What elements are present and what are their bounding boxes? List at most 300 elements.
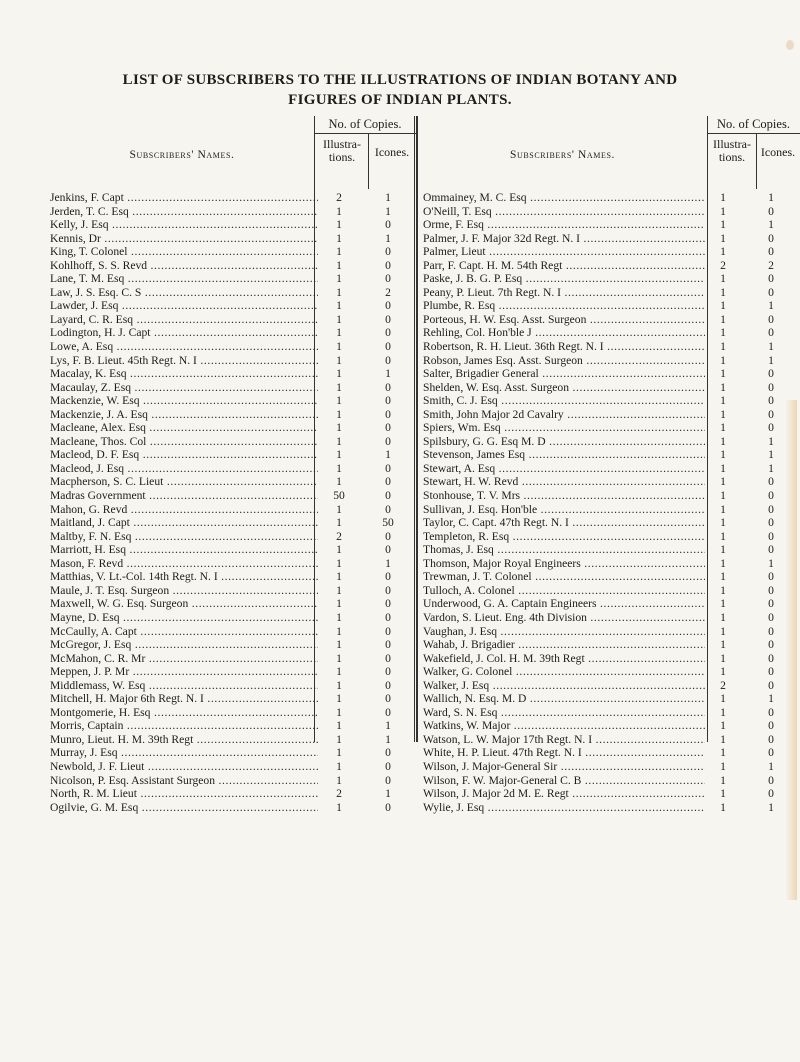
subscriber-name: Robertson, R. H. Lieut. 36th Regt. N. I ..... xyxy=(423,340,705,354)
illustrations-count: 1 xyxy=(720,272,726,286)
subscriber-row xyxy=(423,489,800,503)
subscriber-row xyxy=(50,367,416,381)
subscriber-name: Murray, J. Esq ..... xyxy=(50,746,318,760)
icones-count: 1 xyxy=(768,692,774,706)
illustrations-count: 1 xyxy=(720,312,726,326)
subscriber-name: Spiers, Wm. Esq ..... xyxy=(423,421,705,435)
subscriber-row xyxy=(50,530,416,544)
icones-count: 0 xyxy=(385,489,391,503)
icones-count: 0 xyxy=(768,380,774,394)
subscriber-row xyxy=(50,503,416,517)
subscriber-row xyxy=(423,543,800,557)
icones-count: 0 xyxy=(768,570,774,584)
subscriber-row xyxy=(50,259,416,273)
icones-count: 0 xyxy=(768,624,774,638)
icones-count: 1 xyxy=(385,231,391,245)
subscriber-row xyxy=(423,259,800,273)
subscriber-row xyxy=(50,543,416,557)
subscriber-name: Stewart, A. Esq ..... xyxy=(423,462,705,476)
illustrations-count: 1 xyxy=(336,800,342,814)
subscriber-row xyxy=(423,611,800,625)
subscriber-name: Watkins, W. Major ..... xyxy=(423,719,705,733)
subscriber-name: Thomson, Major Royal Engineers ..... xyxy=(423,557,705,571)
subscriber-name: Jerden, T. C. Esq ..... xyxy=(50,205,318,219)
subscriber-row xyxy=(423,313,800,327)
subcolumn-rule xyxy=(368,133,369,189)
illustrations-count: 1 xyxy=(336,556,342,570)
copies-header: No. of Copies. xyxy=(328,117,402,131)
icones-count: 0 xyxy=(385,773,391,787)
illustrations-count: 1 xyxy=(720,421,726,435)
subscriber-row xyxy=(423,394,800,408)
illustrations-count: 1 xyxy=(720,556,726,570)
icones-count: 0 xyxy=(385,705,391,719)
subscriber-row xyxy=(50,597,416,611)
icones-count: 0 xyxy=(385,421,391,435)
icones-count: 0 xyxy=(385,326,391,340)
subscriber-name: Underwood, G. A. Captain Engineers ..... xyxy=(423,597,705,611)
illustrations-count: 1 xyxy=(720,570,726,584)
subscriber-name: Sullivan, J. Esq. Hon'ble ..... xyxy=(423,503,705,517)
icones-count: 0 xyxy=(385,610,391,624)
subscriber-row xyxy=(423,638,800,652)
illustrations-header-line1: Illustra- xyxy=(323,137,361,151)
subscriber-row xyxy=(423,232,800,246)
subscriber-row xyxy=(50,245,416,259)
subscriber-row xyxy=(50,679,416,693)
subscriber-name: Macleane, Alex. Esq ..... xyxy=(50,421,318,435)
subscriber-name: Wilson, J. Major-General Sir ..... xyxy=(423,760,705,774)
illustrations-count: 1 xyxy=(720,773,726,787)
illustrations-header-line1: Illustra- xyxy=(713,137,751,151)
illustrations-count: 1 xyxy=(336,678,342,692)
illustrations-count: 1 xyxy=(720,204,726,218)
icones-count: 0 xyxy=(385,245,391,259)
illustrations-count: 1 xyxy=(720,407,726,421)
subscriber-row xyxy=(423,286,800,300)
icones-count: 0 xyxy=(768,746,774,760)
illustrations-count: 1 xyxy=(720,638,726,652)
subscriber-row xyxy=(50,665,416,679)
icones-count: 1 xyxy=(768,448,774,462)
illustrations-count: 1 xyxy=(720,434,726,448)
subscriber-row xyxy=(423,760,800,774)
icones-count: 2 xyxy=(385,285,391,299)
icones-count: 1 xyxy=(768,299,774,313)
subscriber-row xyxy=(423,272,800,286)
icones-count: 0 xyxy=(385,258,391,272)
subscriber-row xyxy=(423,733,800,747)
subscriber-row xyxy=(423,584,800,598)
icones-count: 0 xyxy=(385,394,391,408)
illustrations-count: 50 xyxy=(333,489,345,503)
subscriber-name: McCaully, A. Capt ..... xyxy=(50,625,318,639)
subscriber-name: Wahab, J. Brigadier ..... xyxy=(423,638,705,652)
icones-count: 0 xyxy=(768,489,774,503)
illustrations-count: 1 xyxy=(336,434,342,448)
illustrations-count: 1 xyxy=(720,800,726,814)
subscriber-name: Trewman, J. T. Colonel ..... xyxy=(423,570,705,584)
subscriber-name: Macleane, Thos. Col ..... xyxy=(50,435,318,449)
illustrations-count: 2 xyxy=(336,529,342,543)
subscriber-name: Maltby, F. N. Esq ..... xyxy=(50,530,318,544)
subscriber-name: Wilson, F. W. Major-General C. B ..... xyxy=(423,774,705,788)
icones-count: 0 xyxy=(385,543,391,557)
subscriber-name: Wakefield, J. Col. H. M. 39th Regt ..... xyxy=(423,652,705,666)
illustrations-count: 1 xyxy=(720,218,726,232)
subscriber-name: Smith, John Major 2d Cavalry ..... xyxy=(423,408,705,422)
illustrations-count: 1 xyxy=(720,380,726,394)
subscriber-row xyxy=(50,394,416,408)
icones-count: 0 xyxy=(385,624,391,638)
illustrations-count: 1 xyxy=(720,489,726,503)
subscriber-row xyxy=(423,245,800,259)
icones-count: 0 xyxy=(768,529,774,543)
icones-count: 0 xyxy=(768,583,774,597)
subscriber-name: Marriott, H. Esq ..... xyxy=(50,543,318,557)
subscriber-row xyxy=(50,638,416,652)
names-header: Subscribers' Names. xyxy=(129,149,235,161)
subscriber-name: Ogilvie, G. M. Esq ..... xyxy=(50,801,318,815)
subscriber-name: White, H. P. Lieut. 47th Regt. N. I ..... xyxy=(423,746,705,760)
illustrations-count: 1 xyxy=(336,258,342,272)
illustrations-header-line2: tions. xyxy=(328,150,356,164)
illustrations-count: 1 xyxy=(720,732,726,746)
subscriber-row xyxy=(50,652,416,666)
illustrations-count: 1 xyxy=(720,759,726,773)
icones-count: 0 xyxy=(768,367,774,381)
header-rule xyxy=(707,133,800,134)
icones-count: 50 xyxy=(382,516,394,530)
illustrations-count: 1 xyxy=(720,787,726,801)
subscriber-name: King, T. Colonel ..... xyxy=(50,245,318,259)
icones-count: 0 xyxy=(385,434,391,448)
subscriber-name: Tulloch, A. Colonel ..... xyxy=(423,584,705,598)
icones-count: 0 xyxy=(768,272,774,286)
subscriber-name: Morris, Captain ..... xyxy=(50,719,318,733)
icones-count: 0 xyxy=(385,529,391,543)
subscriber-name: Thomas, J. Esq ..... xyxy=(423,543,705,557)
icones-count: 0 xyxy=(385,651,391,665)
subscriber-name: Mayne, D. Esq ..... xyxy=(50,611,318,625)
column-rule xyxy=(417,116,418,742)
illustrations-count: 2 xyxy=(720,258,726,272)
subscriber-name: Smith, C. J. Esq ..... xyxy=(423,394,705,408)
icones-count: 0 xyxy=(385,665,391,679)
subscriber-row xyxy=(50,435,416,449)
icones-count: 1 xyxy=(385,719,391,733)
icones-count: 0 xyxy=(385,272,391,286)
illustrations-count: 2 xyxy=(720,678,726,692)
subscriber-name: McMahon, C. R. Mr ..... xyxy=(50,652,318,666)
subscriber-name: Plumbe, R. Esq ..... xyxy=(423,299,705,313)
subscriber-name: Madras Government ..... xyxy=(50,489,318,503)
icones-count: 1 xyxy=(768,191,774,204)
subscriber-row xyxy=(50,299,416,313)
subscriber-row xyxy=(50,408,416,422)
icones-count: 0 xyxy=(768,665,774,679)
icones-count: 0 xyxy=(768,705,774,719)
subscriber-row xyxy=(50,719,416,733)
subscriber-name: Law, J. S. Esq. C. S ..... xyxy=(50,286,318,300)
icones-count: 0 xyxy=(385,312,391,326)
illustrations-count: 1 xyxy=(336,638,342,652)
subscriber-row xyxy=(423,706,800,720)
icones-count: 2 xyxy=(768,258,774,272)
illustrations-count: 1 xyxy=(720,326,726,340)
illustrations-count: 1 xyxy=(720,461,726,475)
illustrations-count: 1 xyxy=(336,475,342,489)
illustrations-count: 1 xyxy=(720,597,726,611)
illustrations-count: 1 xyxy=(336,610,342,624)
subscriber-name: Macaulay, Z. Esq ..... xyxy=(50,381,318,395)
icones-count: 0 xyxy=(385,692,391,706)
icones-count: 0 xyxy=(768,719,774,733)
subscriber-name: Stevenson, James Esq ..... xyxy=(423,448,705,462)
illustrations-count: 1 xyxy=(336,218,342,232)
icones-count: 1 xyxy=(385,556,391,570)
subscriber-row xyxy=(423,719,800,733)
subscriber-row xyxy=(423,787,800,801)
illustrations-count: 1 xyxy=(720,624,726,638)
subscriber-name: Meppen, J. P. Mr ..... xyxy=(50,665,318,679)
illustrations-count: 2 xyxy=(336,787,342,801)
illustrations-count: 1 xyxy=(336,624,342,638)
icones-count: 0 xyxy=(768,516,774,530)
subscriber-name: Robson, James Esq. Asst. Surgeon ..... xyxy=(423,354,705,368)
paper-speck xyxy=(786,40,794,50)
subscriber-name: North, R. M. Lieut ..... xyxy=(50,787,318,801)
illustrations-count: 1 xyxy=(336,516,342,530)
subscriber-name: Ward, S. N. Esq ..... xyxy=(423,706,705,720)
subscriber-name: Templeton, R. Esq ..... xyxy=(423,530,705,544)
icones-count: 0 xyxy=(768,678,774,692)
subscriber-row xyxy=(423,408,800,422)
illustrations-count: 1 xyxy=(720,705,726,719)
subscriber-name: Layard, C. R. Esq ..... xyxy=(50,313,318,327)
illustrations-count: 1 xyxy=(720,299,726,313)
subscriber-row xyxy=(423,503,800,517)
illustrations-count: 1 xyxy=(720,367,726,381)
illustrations-header xyxy=(316,138,368,164)
illustrations-count: 1 xyxy=(720,191,726,204)
icones-header: Icones. xyxy=(374,145,410,159)
illustrations-count: 1 xyxy=(336,692,342,706)
subscriber-name: Maxwell, W. G. Esq. Surgeon ..... xyxy=(50,597,318,611)
illustrations-count: 1 xyxy=(720,610,726,624)
subscriber-name: McGregor, J. Esq ..... xyxy=(50,638,318,652)
illustrations-header-line2: tions. xyxy=(718,150,746,164)
subscriber-row xyxy=(50,692,416,706)
icones-count: 0 xyxy=(385,759,391,773)
subscriber-row xyxy=(50,475,416,489)
subscriber-row xyxy=(423,801,800,815)
subscriber-name: Lowe, A. Esq ..... xyxy=(50,340,318,354)
subscriber-row xyxy=(50,286,416,300)
subscriber-name: Jenkins, F. Capt ..... xyxy=(50,191,318,205)
subscriber-row xyxy=(50,232,416,246)
subscriber-name: Macpherson, S. C. Lieut ..... xyxy=(50,475,318,489)
subscriber-name: Kennis, Dr ..... xyxy=(50,232,318,246)
rows-left xyxy=(50,191,416,814)
illustrations-count: 1 xyxy=(720,746,726,760)
subcolumn-rule xyxy=(756,133,757,189)
illustrations-count: 1 xyxy=(336,746,342,760)
subscriber-row xyxy=(50,354,416,368)
icones-count: 0 xyxy=(768,732,774,746)
illustrations-count: 1 xyxy=(720,651,726,665)
illustrations-count: 1 xyxy=(336,665,342,679)
subscriber-row xyxy=(423,530,800,544)
subscriber-row xyxy=(423,597,800,611)
icones-count: 1 xyxy=(768,461,774,475)
illustrations-count: 1 xyxy=(336,773,342,787)
illustrations-count: 1 xyxy=(336,394,342,408)
icones-count: 0 xyxy=(385,746,391,760)
subscriber-name: Lodington, H. J. Capt ..... xyxy=(50,326,318,340)
icones-count: 1 xyxy=(768,340,774,354)
illustrations-count: 1 xyxy=(720,516,726,530)
icones-count: 1 xyxy=(768,353,774,367)
subscriber-row xyxy=(423,205,800,219)
icones-count: 0 xyxy=(385,800,391,814)
illustrations-count: 1 xyxy=(336,597,342,611)
icones-count: 1 xyxy=(385,367,391,381)
subscriber-row xyxy=(423,652,800,666)
subscriber-row xyxy=(50,570,416,584)
subscriber-row xyxy=(50,218,416,232)
icones-count: 1 xyxy=(768,556,774,570)
icones-count: 0 xyxy=(768,543,774,557)
icones-count: 0 xyxy=(385,353,391,367)
icones-count: 0 xyxy=(385,380,391,394)
illustrations-count: 1 xyxy=(336,421,342,435)
subscriber-name: O'Neill, T. Esq ..... xyxy=(423,205,705,219)
subscriber-name: Ommainey, M. C. Esq ..... xyxy=(423,191,705,205)
subscriber-row xyxy=(423,462,800,476)
subscriber-row xyxy=(50,584,416,598)
subscriber-name: Salter, Brigadier General ..... xyxy=(423,367,705,381)
icones-count: 0 xyxy=(768,231,774,245)
icones-count: 0 xyxy=(385,461,391,475)
icones-count: 1 xyxy=(768,800,774,814)
icones-count: 0 xyxy=(768,204,774,218)
subscriber-row xyxy=(423,665,800,679)
illustrations-count: 1 xyxy=(336,367,342,381)
illustrations-count: 1 xyxy=(336,502,342,516)
illustrations-count: 1 xyxy=(720,245,726,259)
illustrations-count: 1 xyxy=(336,326,342,340)
subscriber-name: Wallich, N. Esq. M. D ..... xyxy=(423,692,705,706)
subscriber-row xyxy=(50,421,416,435)
illustrations-count: 1 xyxy=(336,759,342,773)
subscriber-row xyxy=(50,340,416,354)
illustrations-count: 1 xyxy=(720,543,726,557)
subscriber-name: Shelden, W. Esq. Asst. Surgeon ..... xyxy=(423,381,705,395)
subscriber-name: Palmer, Lieut ..... xyxy=(423,245,705,259)
subscriber-name: Stonhouse, T. V. Mrs ..... xyxy=(423,489,705,503)
illustrations-count: 1 xyxy=(720,665,726,679)
illustrations-count: 1 xyxy=(336,705,342,719)
illustrations-count: 1 xyxy=(720,340,726,354)
subscriber-name: Vardon, S. Lieut. Eng. 4th Division ..... xyxy=(423,611,705,625)
subscriber-name: Walker, J. Esq ..... xyxy=(423,679,705,693)
subscriber-name: Mitchell, H. Major 6th Regt. N. I ..... xyxy=(50,692,318,706)
subscriber-name: Macleod, J. Esq ..... xyxy=(50,462,318,476)
icones-count: 0 xyxy=(768,245,774,259)
subscriber-name: Kohlhoff, S. S. Revd ..... xyxy=(50,259,318,273)
subscriber-row xyxy=(50,272,416,286)
illustrations-count: 1 xyxy=(336,272,342,286)
icones-count: 0 xyxy=(385,475,391,489)
subscriber-name: Watson, L. W. Major 17th Regt. N. I ..... xyxy=(423,733,705,747)
icones-count: 0 xyxy=(385,502,391,516)
subscriber-name: Lane, T. M. Esq ..... xyxy=(50,272,318,286)
subscriber-name: Macleod, D. F. Esq ..... xyxy=(50,448,318,462)
subscriber-name: Mackenzie, J. A. Esq ..... xyxy=(50,408,318,422)
illustrations-count: 1 xyxy=(720,719,726,733)
subscriber-row xyxy=(50,801,416,815)
subscriber-row xyxy=(50,516,416,530)
subscriber-name: Maule, J. T. Esq. Surgeon ..... xyxy=(50,584,318,598)
illustrations-count: 1 xyxy=(720,285,726,299)
icones-count: 0 xyxy=(768,312,774,326)
illustrations-count: 1 xyxy=(336,651,342,665)
icones-count: 1 xyxy=(385,732,391,746)
icones-count: 0 xyxy=(385,678,391,692)
subscriber-row xyxy=(423,435,800,449)
illustrations-count: 1 xyxy=(336,380,342,394)
subscriber-row xyxy=(423,625,800,639)
illustrations-count: 1 xyxy=(336,570,342,584)
subscriber-name: Montgomerie, H. Esq ..... xyxy=(50,706,318,720)
subscriber-name: Taylor, C. Capt. 47th Regt. N. I ..... xyxy=(423,516,705,530)
subscriber-row xyxy=(423,191,800,205)
icones-count: 0 xyxy=(768,421,774,435)
icones-count: 1 xyxy=(768,759,774,773)
subscriber-name: Walker, G. Colonel ..... xyxy=(423,665,705,679)
subscriber-name: Mason, F. Revd ..... xyxy=(50,557,318,571)
illustrations-count: 1 xyxy=(720,448,726,462)
subscriber-row xyxy=(50,706,416,720)
illustrations-count: 1 xyxy=(336,312,342,326)
subscriber-name: Middlemass, W. Esq ..... xyxy=(50,679,318,693)
subscriber-name: Lawder, J. Esq ..... xyxy=(50,299,318,313)
column-rule xyxy=(414,116,415,742)
illustrations-count: 1 xyxy=(336,719,342,733)
subscriber-name: Newbold, J. F. Lieut ..... xyxy=(50,760,318,774)
subscriber-row xyxy=(50,625,416,639)
subscriber-row xyxy=(423,381,800,395)
icones-count: 0 xyxy=(385,583,391,597)
subscriber-row xyxy=(50,381,416,395)
header-rule xyxy=(314,133,416,134)
subscriber-name: Mackenzie, W. Esq ..... xyxy=(50,394,318,408)
subscriber-row xyxy=(423,448,800,462)
page-title-line2: FIGURES OF INDIAN PLANTS. xyxy=(288,92,512,108)
subscriber-row xyxy=(423,679,800,693)
illustrations-count: 1 xyxy=(720,394,726,408)
subscriber-row xyxy=(50,489,416,503)
icones-count: 1 xyxy=(385,191,391,204)
illustrations-count: 1 xyxy=(336,285,342,299)
subscriber-row xyxy=(50,313,416,327)
illustrations-count: 1 xyxy=(336,245,342,259)
icones-count: 0 xyxy=(768,407,774,421)
illustrations-count: 1 xyxy=(336,353,342,367)
illustrations-count: 1 xyxy=(336,204,342,218)
illustrations-count: 1 xyxy=(720,353,726,367)
